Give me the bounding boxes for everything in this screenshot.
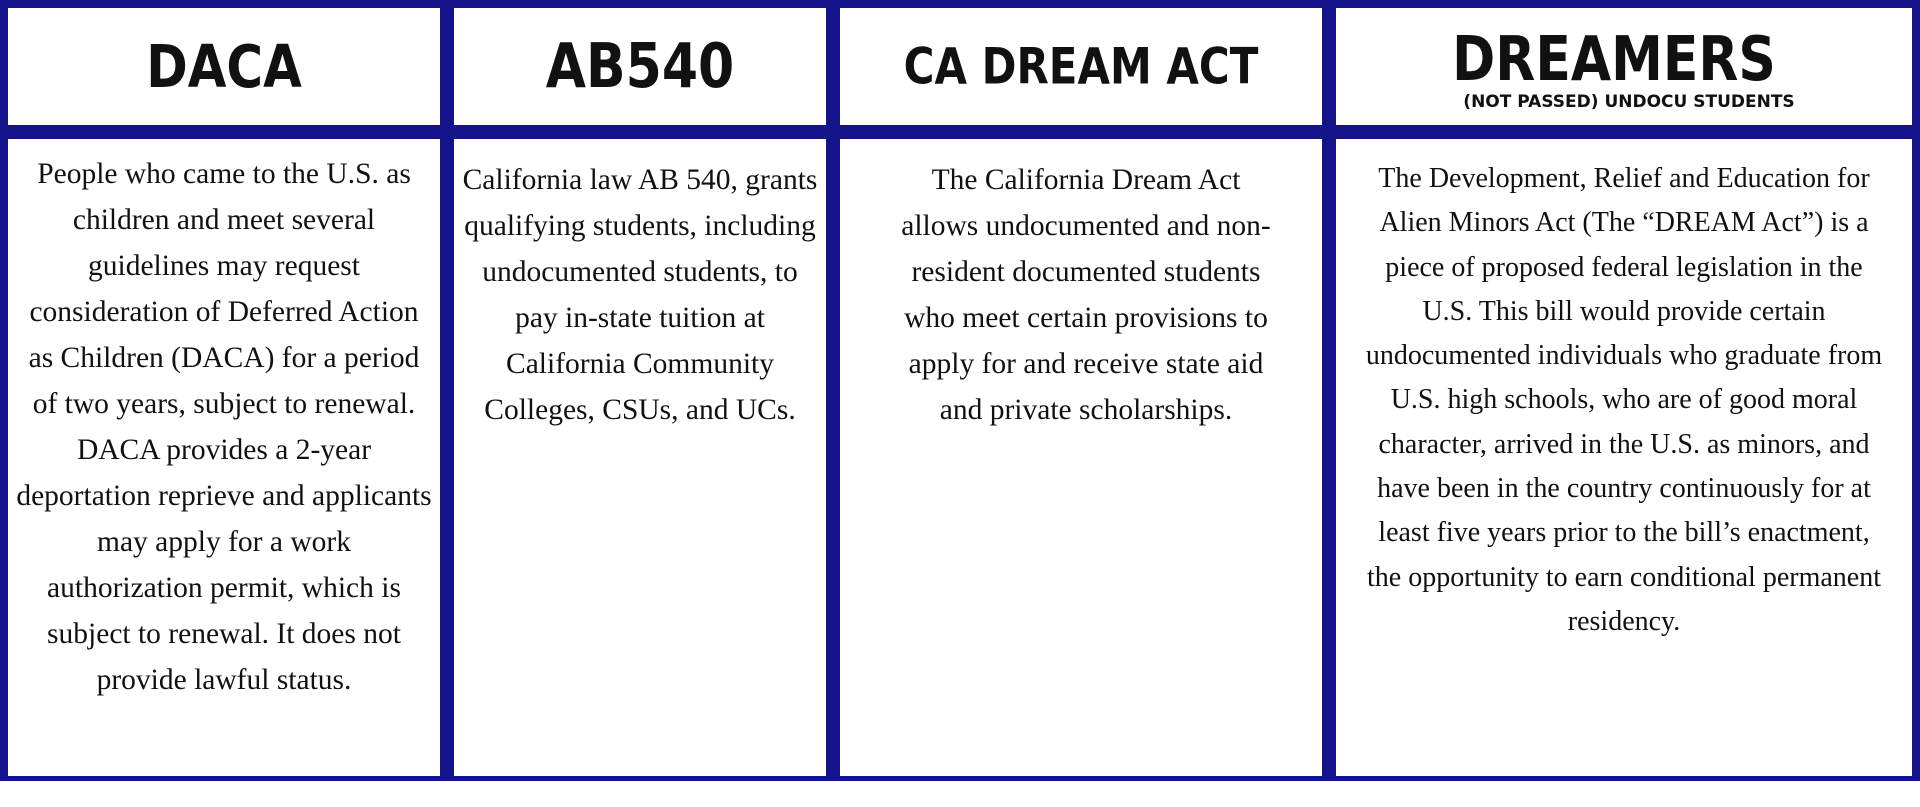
body-ab540	[454, 139, 826, 776]
column-text-ca-dream-act: The California Dream Act allows undocumented and non-resident documented students who meet certain provisions to apply for and receive state aid and private scholarships.	[901, 164, 1271, 426]
column-text-daca: People who came to the U.S. as children and meet several guidelines may request consideration of Deferred Action as Children (DACA) for a period of two years, subject to renewal. DACA provides a 2-year deportation reprieve and applicants may apply for a work authorization permit, which is subject to renewal. It does not provide lawful status.	[16, 158, 432, 696]
column-subtitle-dreamers: (NOT PASSED) UNDOCU STUDENTS	[1463, 91, 1795, 112]
header-dreamers	[1336, 8, 1912, 125]
column-text-dreamers: The Development, Relief and Education for Alien Minors Act (The “DREAM Act”) is a piece of proposed federal legislation in the U.S. This bill would provide certain undocumented individuals who graduate from U.S. high schools, who are of good moral character, arrived in the U.S. as minors, and have been in the country continuously for at least five years prior to the bill’s enactment, the opportunity to earn conditional permanent residency.	[1365, 163, 1883, 637]
column-title-daca: DACA	[146, 32, 302, 101]
column-title-ab540: AB540	[545, 31, 735, 102]
body-ca-dream-act	[840, 139, 1322, 776]
body-dreamers	[1336, 139, 1912, 776]
header-ab540	[454, 8, 826, 125]
column-title-dreamers: DREAMERS	[1452, 24, 1776, 95]
column-title-ca-dream-act: CA DREAM ACT	[903, 37, 1259, 95]
header-daca	[8, 8, 440, 125]
header-ca-dream-act	[840, 8, 1322, 125]
column-text-ab540: California law AB 540, grants qualifying students, including undocumented students, to pay in-state tuition at California Community Colleges, CSUs, and UCs.	[462, 164, 818, 426]
body-daca	[8, 139, 440, 776]
